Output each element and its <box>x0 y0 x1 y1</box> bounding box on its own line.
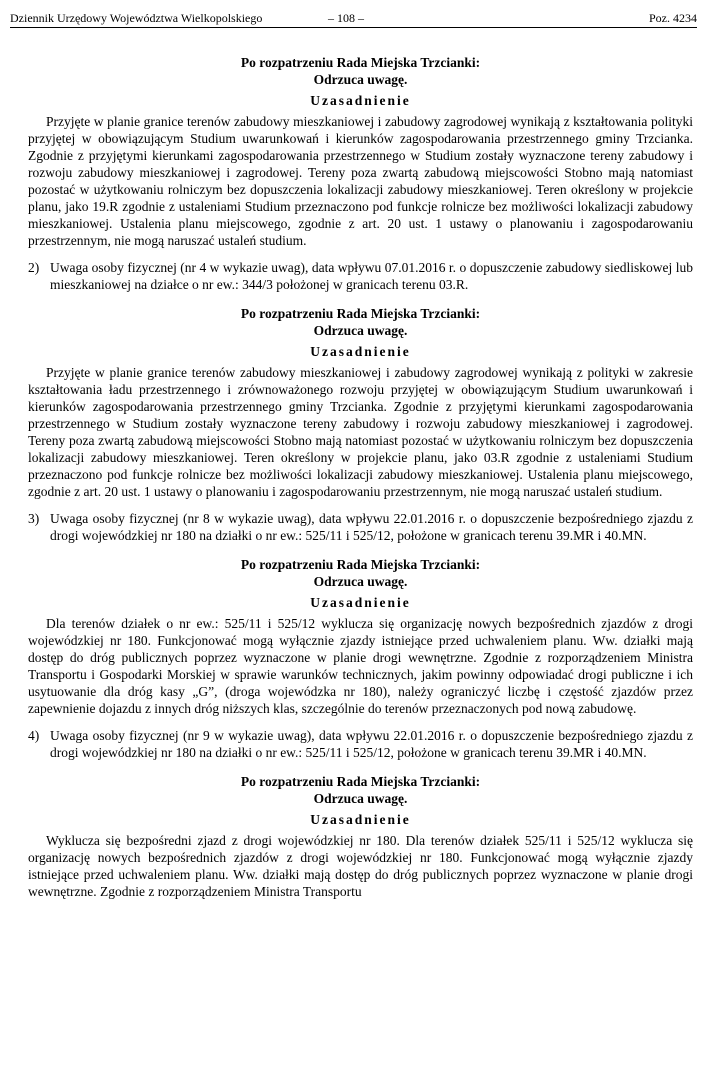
document-body <box>28 54 693 900</box>
comment-item <box>28 259 693 293</box>
justification-text: Dla terenów działek o nr ew.: 525/11 i 525/12 wyklucza się organizację nowych bezpośrednich zjazdów z drogi wojewódzkiej nr 180. Funkcjonować mogą wyłącznie zjazdy istniejące przed uchwaleniem planu. Ww. działki mają dostęp do dróg publicznych poprzez wyznaczone w planie drogi wewnętrzne. Zgodnie z rozporządzeniem Ministra Transportu i Gospodarki Morskiej w sprawie warunków technicznych, jakim powinny odpowiadać drogi publiczne i ich usytuowanie dla dróg kasy „G”, (droga wojewódzka nr 180), należy ograniczyć liczbę i częstość zjazdów przez zapewnienie dojazdu z innych dróg niższych klas, szczególnie do terenów przeznaczonych pod nową zabudowę. <box>28 616 693 716</box>
justification-heading: Uzasadnienie <box>310 93 411 108</box>
section-2 <box>28 305 693 500</box>
justification-heading: Uzasadnienie <box>310 812 411 827</box>
item-text: Uwaga osoby fizycznej (nr 8 w wykazie uwag), data wpływu 22.01.2016 r. o dopuszczenie bezpośredniego zjazdu z drogi wojewódzkiej nr 180 na działki o nr ew.: 525/11 i 525/12, położone w granicach terenu 39.MR i 40.MN. <box>50 511 693 543</box>
section-1 <box>28 54 693 249</box>
decision-line: Po rozpatrzeniu Rada Miejska Trzcianki: <box>240 306 481 321</box>
decision-result: Odrzuca uwagę. <box>313 574 408 589</box>
justification-text: Przyjęte w planie granice terenów zabudowy mieszkaniowej i zabudowy zagrodowej wynikają z polityki w zakresie kształtowania ładu przestrzennego i zrównoważonego rozwoju przyjętej w obowiązującym Studium uwarunkowań i kierunków zagospodarowania przestrzennego gminy Trzcianka. Zgodnie z przyjętymi kierunkami zagospodarowania przestrzennego w Studium zostały wyznaczone tereny zabudowy i rozwoju zabudowy mieszkaniowej i zagrodowej. Tereny poza zwartą zabudową miejscowości Stobno mają natomiast pozostać w użytkowaniu rolniczym bez dopuszczenia lokalizacji zabudowy mieszkaniowej. Teren określony w projekcie planu, jako 03.R zgodnie z ustaleniami Studium przeznaczono pod funkcje rolnicze bez możliwości lokalizacji zabudowy mieszkaniowej. Ustalenia planu miejscowego, zgodnie z art. 20 ust. 1 ustawy o planowaniu i zagospodarowaniu przestrzennym, nie mogą naruszać ustaleń studium. <box>28 365 693 499</box>
journal-title: Dziennik Urzędowy Województwa Wielkopolskiego <box>10 11 263 25</box>
item-number: 3) <box>28 511 40 526</box>
decision-line: Po rozpatrzeniu Rada Miejska Trzcianki: <box>240 774 481 789</box>
item-text: Uwaga osoby fizycznej (nr 4 w wykazie uwag), data wpływu 07.01.2016 r. o dopuszczenie zabudowy siedliskowej lub mieszkaniowej na działce o nr ew.: 344/3 położonej w granicach terenu 03.R. <box>50 260 693 292</box>
page-header <box>10 9 697 28</box>
comment-item <box>28 510 693 544</box>
decision-result: Odrzuca uwagę. <box>313 323 408 338</box>
justification-heading: Uzasadnienie <box>310 595 411 610</box>
decision-result: Odrzuca uwagę. <box>313 791 408 806</box>
justification-text: Wyklucza się bezpośredni zjazd z drogi wojewódzkiej nr 180. Dla terenów działek 525/11 i 525/12 wyklucza się organizację nowych bezpośrednich zjazdów z drogi wojewódzkiej nr 180. Funkcjonować mogą wyłącznie zjazdy istniejące przed uchwaleniem planu. Ww. działki mają dostęp do dróg publicznych poprzez wyznaczone w planie drogi wewnętrzne. Zgodnie z rozporządzeniem Ministra Transportu <box>28 833 693 899</box>
decision-result: Odrzuca uwagę. <box>313 72 408 87</box>
item-number: 4) <box>28 728 40 743</box>
decision-line: Po rozpatrzeniu Rada Miejska Trzcianki: <box>240 55 481 70</box>
decision-line: Po rozpatrzeniu Rada Miejska Trzcianki: <box>240 557 481 572</box>
comment-item <box>28 727 693 761</box>
position-number: Poz. 4234 <box>649 11 697 25</box>
justification-text: Przyjęte w planie granice terenów zabudowy mieszkaniowej i zabudowy zagrodowej wynikają z kształtowania polityki przyjętej w obowiązującym Studium uwarunkowań i kierunków zagospodarowania przestrzennego gminy Trzcianka. Zgodnie z przyjętymi kierunkami zagospodarowania przestrzennego w Studium zostały wyznaczone tereny zabudowy i rozwoju zabudowy mieszkaniowej i zagrodowej. Tereny poza zwartą zabudową miejscowości Stobno mają natomiast pozostać w użytkowaniu rolniczym bez dopuszczenia lokalizacji zabudowy mieszkaniowej. Teren określony w projekcie planu, jako 19.R zgodnie z ustaleniami Studium przeznaczono pod funkcje rolnicze bez możliwości lokalizacji zabudowy mieszkaniowej. Ustalenia planu miejscowego, zgodnie z art. 20 ust. 1 ustawy o planowaniu i zagospodarowaniu przestrzennym, nie mogą naruszać ustaleń studium. <box>28 114 693 248</box>
justification-heading: Uzasadnienie <box>310 344 411 359</box>
item-number: 2) <box>28 260 40 275</box>
item-text: Uwaga osoby fizycznej (nr 9 w wykazie uwag), data wpływu 22.01.2016 r. o dopuszczenie bezpośredniego zjazdu z drogi wojewódzkiej nr 180 na działki o nr ew.: 525/11 i 525/12, położone w granicach terenu 39.MR i 40.MN. <box>50 728 693 760</box>
section-3 <box>28 556 693 717</box>
section-4 <box>28 773 693 900</box>
page-number: – 108 – <box>328 11 364 25</box>
